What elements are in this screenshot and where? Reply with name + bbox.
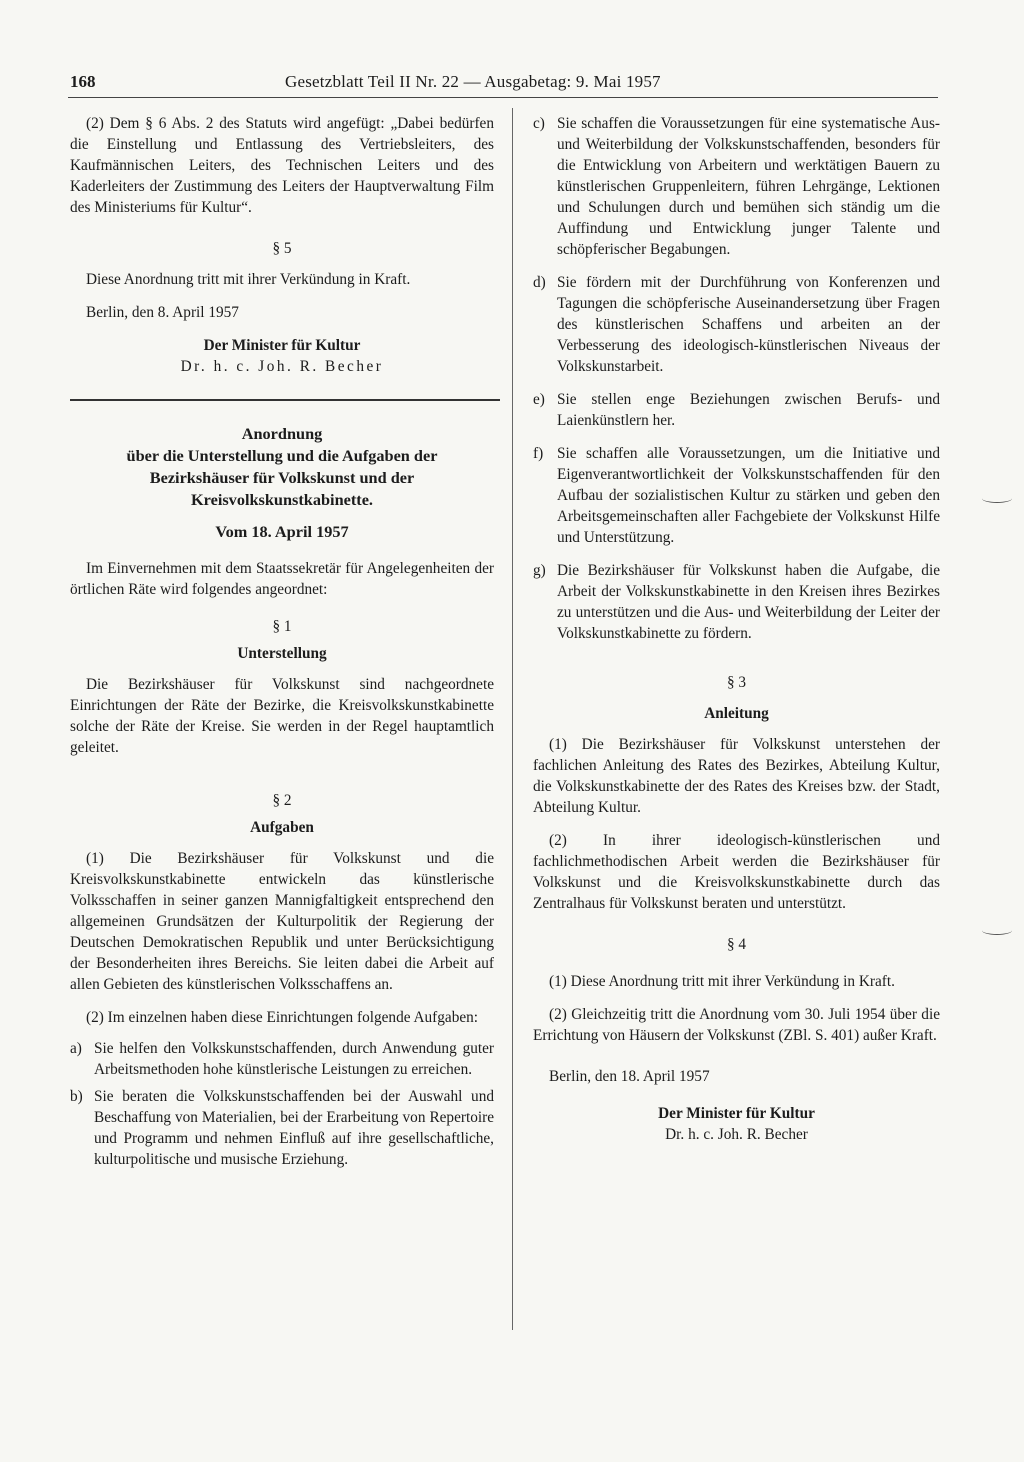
prev-paragraph-2: (2) Dem § 6 Abs. 2 des Statuts wird angefügt: „Dabei bedürfen die Einstellung und Entlassung des Vertriebsleiters, des Kaufmännischen Leiters, des Technischen Leiters und des Kaderleiters der Zustimmung des Leiters der Hauptverwaltung Film des Ministeriums für Kultur“. [70,115,494,216]
section-3-heading: § 3 [726,674,747,691]
margin-mark [982,926,1012,935]
header-rule [68,97,938,98]
signature-date: Berlin, den 18. April 1957 [549,1068,710,1085]
prev-signature-date: Berlin, den 8. April 1957 [86,304,239,321]
task-item-b-label: b) [70,1088,83,1105]
section-4-paragraph-2: (2) Gleichzeitig tritt die Anordnung vom 30. Juli 1954 über die Errichtung von Häusern der Volkskunst (ZBl. S. 401) außer Kraft. [533,1006,940,1044]
section-1-text: Die Bezirkshäuser für Volkskunst sind nachgeordnete Einrichtungen der Räte der Bezirke, die Kreisvolkskunstkabinette solche der Räte der Kreise. Sie werden in der Regel hauptamtlich geleitet. [70,676,494,756]
task-item-b [70,1086,494,1170]
section-1-title: Unterstellung [237,645,327,662]
task-item-c-text: Sie schaffen die Voraussetzungen für eine systematische Aus- und Weiterbildung der Volkskunstschaffenden, besonders für die Entwicklung von Arbeitern und werktätigen Bauern zu künstlerischen Gruppenleitern, führen Lehrgänge, Lektionen und Schulungen durch und bemühen sich ständig um die Auffindung und Entwicklung junger Talente und schöpferischer Begabungen. [557,115,940,258]
task-item-e-label: e) [533,391,545,408]
section-2-heading: § 2 [272,792,292,809]
page-number: 168 [70,72,96,91]
section-4-heading: § 4 [726,936,747,953]
section-2-title: Aufgaben [250,819,314,836]
task-item-g-label: g) [533,562,546,579]
task-item-f-label: f) [533,445,544,462]
ordinance-date-line: Vom 18. April 1957 [215,522,349,541]
task-item-f-text: Sie schaffen alle Voraussetzungen, um die Initiative und Eigenverantwortlichkeit der Volkskunstschaffenden für den Aufbau der sozialistischen Kultur zu stärken und geben den Arbeitsgemeinschaften aller Fachgebiete der Volkskunst Hilfe und Unterstützung. [557,445,940,546]
ordinance-title-line-4: Kreisvolkskunstkabinette. [191,490,373,509]
task-item-d-text: Sie fördern mit der Durchführung von Konferenzen und Tagungen die schöpferische Auseinandersetzung über Fragen des künstlerischen Schaffens und arbeiten an der Verbesserung des ideologisch-künstlerischen Niveaus der Volkskunstarbeit. [557,274,940,375]
task-item-d-label: d) [533,274,546,291]
section-2-paragraph-2: (2) Im einzelnen haben diese Einrichtungen folgende Aufgaben: [86,1009,479,1026]
task-item-e-text: Sie stellen enge Beziehungen zwischen Berufs- und Laienkünstlern her. [557,391,940,429]
task-item-f [533,443,940,548]
section-1-heading: § 1 [272,618,292,635]
right-column [533,113,940,1145]
section-separator-rule [70,399,500,401]
ordinance-preamble: Im Einvernehmen mit dem Staatssekretär für Angelegenheiten der örtlichen Räte wird folgendes angeordnet: [70,560,494,598]
task-item-b-text: Sie beraten die Volkskunstschaffenden bei der Auswahl und Beschaffung von Materialien, bei der Erarbeitung von Repertoire und Programm und nehmen Einfluß auf ihre gesellschaftliche, kulturpolitische und musische Erziehung. [94,1088,494,1168]
prev-minister-name: Dr. h. c. Joh. R. Becher [180,358,384,375]
task-item-c [533,113,940,260]
section-2-paragraph-1: (1) Die Bezirkshäuser für Volkskunst und die Kreisvolkskunstkabinette entwickeln das künstlerische Volksschaffen in seiner ganzen Mannigfaltigkeit entsprechend den allgemeinen Grundsätzen der Kulturpolitik der Regierung der Deutschen Demokratischen Republik und unter Berücksichtigung der Besonderheiten ihres Bereichs. Sie leiten dabei die Arbeit auf allen Gebieten des künstlerischen Volksschaffens an. [70,850,494,993]
task-item-a-label: a) [70,1040,82,1057]
ordinance-title-line-3: Bezirkshäuser für Volkskunst und der [149,468,415,487]
gazette-header-title: Gesetzblatt Teil II Nr. 22 — Ausgabetag: 9. Mai 1957 [285,72,661,91]
task-item-g-text: Die Bezirkshäuser für Volkskunst haben die Aufgabe, die Arbeit der Volkskunstkabinette in den Kreisen ihres Bezirkes zu unterstützen und die Aus- und Weiterbildung der Leiter der Volkskunstkabinette zu fördern. [557,562,940,642]
prev-section-5-text: Diese Anordnung tritt mit ihrer Verkündung in Kraft. [86,271,411,288]
prev-section-5-heading: § 5 [272,240,292,257]
minister-title: Der Minister für Kultur [658,1105,815,1122]
section-3-title: Anleitung [704,705,769,722]
column-divider [512,108,513,1330]
task-item-c-label: c) [533,115,545,132]
section-3-paragraph-1: (1) Die Bezirkshäuser für Volkskunst unterstehen der fachlichen Anleitung des Rates des Bezirkes, Abteilung Kultur, die Volkskunstkabinette der des Rates des Kreises bzw. der Stadt, Abteilung Kultur. [533,736,940,816]
margin-mark [982,494,1012,503]
task-item-a-text: Sie helfen den Volkskunstschaffenden, durch Anwendung guter Arbeitsmethoden hohe künstlerische Leistungen zu erreichen. [94,1040,494,1078]
ordinance-title-line-1: Anordnung [241,424,323,443]
prev-minister-title: Der Minister für Kultur [203,337,361,354]
section-3-paragraph-2: (2) In ihrer ideologisch-künstlerischen und fachlichmethodischen Arbeit werden die Bezirkshäuser für Volkskunst und die Kreisvolkskunstkabinette durch das Zentralhaus für Volkskunst beraten und unterstützt. [533,832,940,912]
left-column [70,113,494,1170]
task-item-e [533,389,940,431]
minister-name: Dr. h. c. Joh. R. Becher [665,1126,808,1143]
task-item-d [533,272,940,377]
task-item-a [70,1038,494,1080]
section-4-paragraph-1: (1) Diese Anordnung tritt mit ihrer Verkündung in Kraft. [549,973,895,990]
task-item-g [533,560,940,644]
ordinance-title-line-2: über die Unterstellung und die Aufgaben der [126,446,438,465]
